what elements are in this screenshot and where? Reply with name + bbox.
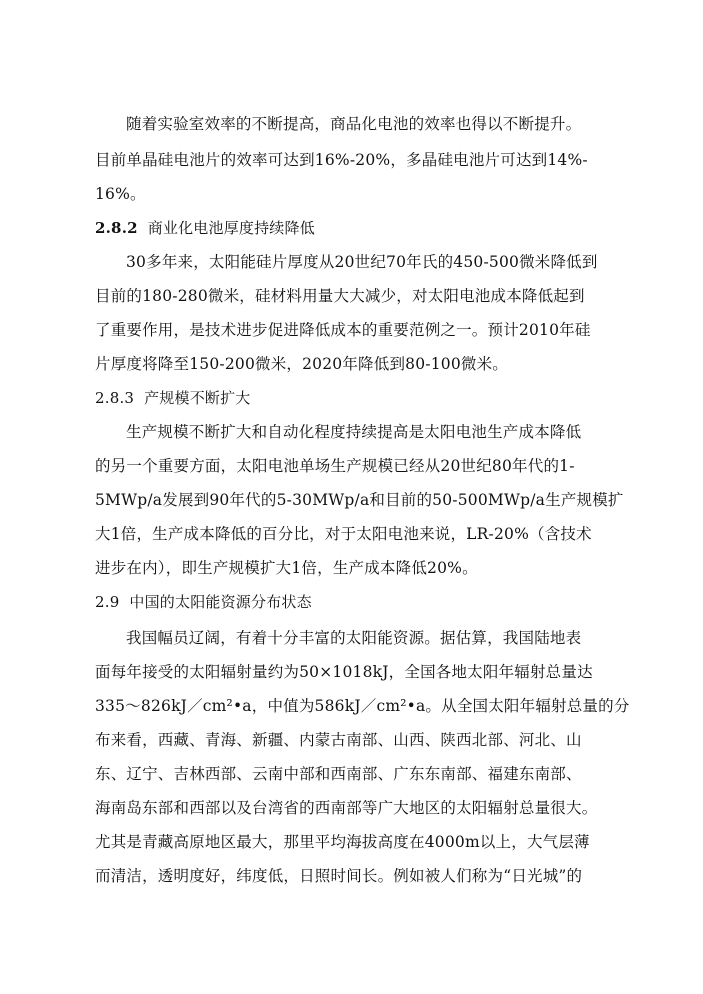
- paragraph-line: 了重要作用，是技术进步促进降低成本的重要范例之一。预计2010年硅: [95, 321, 591, 339]
- paragraph-line: 进步在内），即生产规模扩大1倍，生产成本降低20%。: [95, 559, 478, 577]
- paragraph-line: 面每年接受的太阳辐射量约为50×1018kJ，全国各地太阳年辐射总量达: [95, 663, 593, 681]
- section-number: 2.8.2: [95, 219, 138, 237]
- paragraph-line: 而清洁，透明度好，纬度低，日照时间长。例如被人们称为“日光城”的: [95, 867, 583, 885]
- paragraph-line: 的另一个重要方面，太阳电池单场生产规模已经从20世纪80年代的1-: [95, 457, 575, 475]
- section-heading-2-8-3: [95, 386, 610, 410]
- paragraph-line: 布来看，西藏、青海、新疆、内蒙古南部、山西、陕西北部、河北、山: [95, 731, 582, 749]
- paragraph-line: 我国幅员辽阔，有着十分丰富的太阳能资源。据估算，我国陆地表: [126, 629, 582, 647]
- paragraph-line: 片厚度将降至150-200微米，2020年降低到80-100微米。: [95, 355, 508, 373]
- paragraph-line: 尤其是青藏高原地区最大，那里平均海拔高度在4000m以上，大气层薄: [95, 833, 590, 851]
- section-number: 2.9: [95, 593, 120, 611]
- paragraph-line: 目前单晶硅电池片的效率可达到16%-20%，多晶硅电池片可达到14%-: [95, 151, 588, 169]
- paragraph-line: 335～826kJ／cm²•a，中值为586kJ／cm²•a。从全国太阳年辐射总量的分: [95, 697, 630, 715]
- section-title: 商业化电池厚度持续降低: [147, 219, 315, 237]
- paragraph-line: 30多年来，太阳能硅片厚度从20世纪70年氏的450-500微米降低到: [126, 253, 598, 271]
- section-heading-2-8-2: [95, 216, 610, 240]
- paragraph-line: 5MWp/a发展到90年代的5-30MWp/a和目前的50-500MWp/a生产规模扩: [95, 491, 624, 509]
- section-title: 产规模不断扩大: [144, 389, 251, 407]
- paragraph-line: 大1倍，生产成本降低的百分比，对于太阳电池来说，LR-20%（含技术: [95, 525, 592, 543]
- section-title: 中国的太阳能资源分布状态: [129, 593, 312, 611]
- section-heading-2-9: [95, 590, 610, 614]
- paragraph-line: 生产规模不断扩大和自动化程度持续提高是太阳电池生产成本降低: [126, 423, 582, 441]
- paragraph-line: 随着实验室效率的不断提高，商品化电池的效率也得以不断提升。: [126, 115, 582, 133]
- section-number: 2.8.3: [95, 389, 135, 407]
- paragraph-line: 东、辽宁、吉林西部、云南中部和西南部、广东东南部、福建东南部、: [95, 765, 582, 783]
- paragraph-line: 16%。: [95, 185, 146, 203]
- paragraph-line: 目前的180-280微米，硅材料用量大大减少，对太阳电池成本降低起到: [95, 287, 585, 305]
- paragraph-line: 海南岛东部和西部以及台湾省的西南部等广大地区的太阳辐射总量很大。: [95, 799, 598, 817]
